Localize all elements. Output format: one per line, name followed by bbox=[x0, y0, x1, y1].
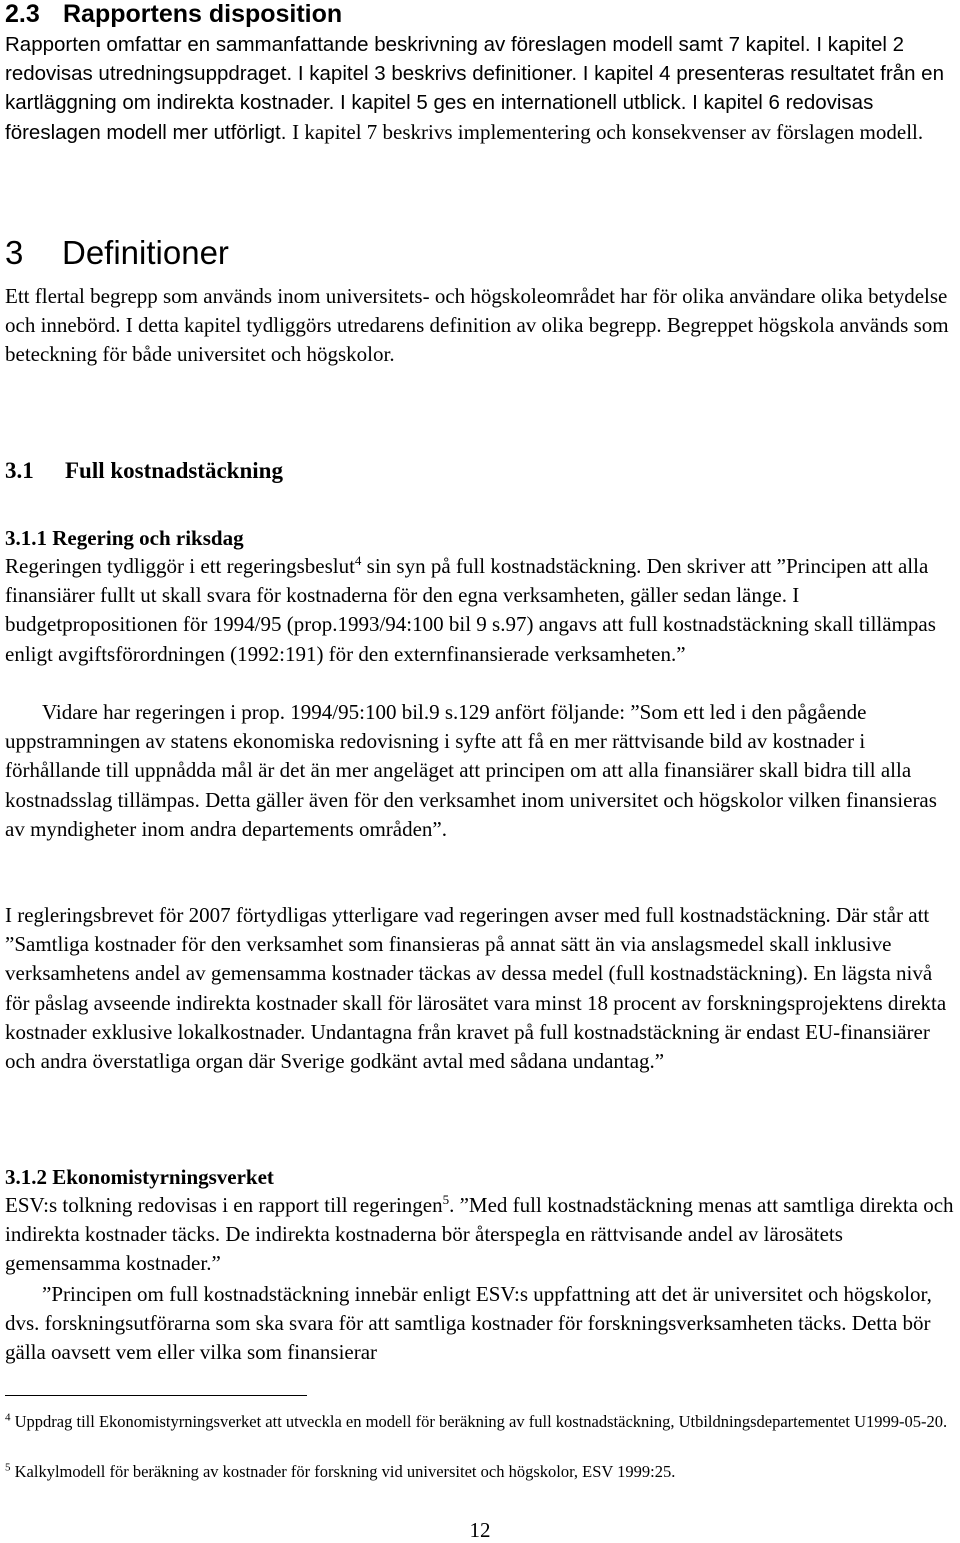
subsection-3-1-1-paragraph-2: Vidare har regeringen i prop. 1994/95:100 bil.9 s.129 anfört följande: ”Som ett led i den pågående uppstramningen av statens ekonomiska redovisning i syfte att få en mer rättvisande bild av kostnader i förhållande till uppnådda mål är det än mer angeläget att principen om att alla finansiärer skall bidra till alla kostnadsslag tillämpas. Detta gäller även för den verksamhet inom universitet och högskolor vilken finansieras av myndigheter inom andra departements områden”. bbox=[5, 700, 937, 841]
footnote-mark: 5 bbox=[5, 1461, 11, 1474]
chapter-title: Definitioner bbox=[62, 234, 229, 271]
body-text-tail: I kapitel 7 beskrivs implementering och konsekvenser av förslagen modell. bbox=[292, 119, 924, 144]
footnote-reference[interactable]: 4 bbox=[354, 553, 362, 568]
body-text: Regeringen tydliggör i ett regeringsbeslut bbox=[5, 554, 355, 578]
body-text: sin syn på full kostnadstäckning. Den skriver att ”Principen att alla finansiärer fullt ut skall svara för kostnaderna för den egna verksamheten, gäller sedan länge. I budgetpropositionen för 1994/95 (prop.1993/94:100 bil 9 s.97) angavs att full kostnadstäckning skall tillämpas enligt avgiftsförordningen (1992:191) för den externfinansierade verksamheten.” bbox=[5, 554, 936, 666]
footnote-separator bbox=[5, 1395, 307, 1396]
page-number: 12 bbox=[469, 1518, 491, 1542]
section-heading-3-1 bbox=[5, 457, 283, 485]
footnote-5 bbox=[5, 1461, 955, 1483]
body-text: ESV:s tolkning redovisas i en rapport till regeringen bbox=[5, 1193, 443, 1217]
subsection-3-1-2-paragraph-1 bbox=[5, 1191, 957, 1279]
section-number: 2.3 bbox=[5, 0, 40, 28]
subsection-heading-3-1-2: 3.1.2 Ekonomistyrningsverket bbox=[5, 1165, 274, 1189]
subsection-3-1-1-paragraph-3: I regleringsbrevet för 2007 förtydligas ytterligare vad regeringen avser med full kostnadstäckning. Där står att ”Samtliga kostnader för den verksamhet som finansieras på annat sätt än via anslagsmedel skall inklusive verksamhetens andel av gemensamma kostnader täckas av dessa medel (full kostnadstäckning). En lägsta nivå för påslag avseende indirekta kostnader skall för lärosätet vara minst 18 procent av forskningsprojektens direkta kostnader exklusive lokalkostnader. Undantagna från kravet på full kostnadstäckning är endast EU-finansiärer och andra överstatliga organ där Sverige godkänt avtal med sådana undantag.” bbox=[5, 903, 947, 1074]
chapter-3-body: Ett flertal begrepp som används inom universitets- och högskoleområdet har för olika användare olika betydelse och innebörd. I detta kapitel tydliggörs utredarens definition av olika begrepp. Begreppet högskola används som beteckning för både universitet och högskolor. bbox=[5, 284, 949, 367]
chapter-number: 3 bbox=[5, 234, 24, 271]
subsection-3-1-1-paragraph-1 bbox=[5, 552, 957, 669]
section-title: Rapportens disposition bbox=[63, 0, 343, 28]
section-number: 3.1 bbox=[5, 458, 34, 483]
section-2-3-body bbox=[5, 30, 957, 147]
section-title: Full kostnadstäckning bbox=[65, 458, 283, 483]
footnote-text: Uppdrag till Ekonomistyrningsverket att utveckla en modell för beräkning av full kostnadstäckning, Utbildningsdepartementet U1999-05-20. bbox=[10, 1412, 948, 1431]
footnote-4 bbox=[5, 1411, 955, 1433]
section-heading-2-3 bbox=[5, 0, 342, 29]
footnote-text: Kalkylmodell för beräkning av kostnader för forskning vid universitet och högskolor, ESV 1999:25. bbox=[10, 1462, 676, 1481]
footnote-reference[interactable]: 5 bbox=[442, 1192, 450, 1207]
footnote-mark: 4 bbox=[5, 1411, 11, 1424]
subsection-3-1-2-paragraph-2: ”Principen om full kostnadstäckning innebär enligt ESV:s uppfattning att det är universitet och högskolor, dvs. forskningsutförarna som ska svara för att samtliga kostnader för forskningsverksamheten täcks. Detta bör gälla oavsett vem eller vilka som finansierar bbox=[5, 1282, 932, 1365]
chapter-heading-3 bbox=[5, 233, 229, 273]
subsection-heading-3-1-1: 3.1.1 Regering och riksdag bbox=[5, 526, 244, 550]
body-text: Rapporten omfattar en sammanfattande beskrivning av föreslagen modell samt 7 kapitel. I kapitel 2 redovisas utredningsuppdraget. I kapitel 3 beskrivs definitioner. I kapitel 4 presenteras resultatet från en kartläggning om indirekta kostnader. I kapitel 5 ges en internationell utblick. I kapitel 6 redovisas föreslagen modell mer utförligt. bbox=[5, 33, 944, 144]
body-text: . ”Med full kostnadstäckning menas att samtliga direkta och indirekta kostnader täcks. De indirekta kostnaderna bör återspegla en rättvisande andel av lärosätets gemensamma kostnader.” bbox=[5, 1193, 954, 1276]
